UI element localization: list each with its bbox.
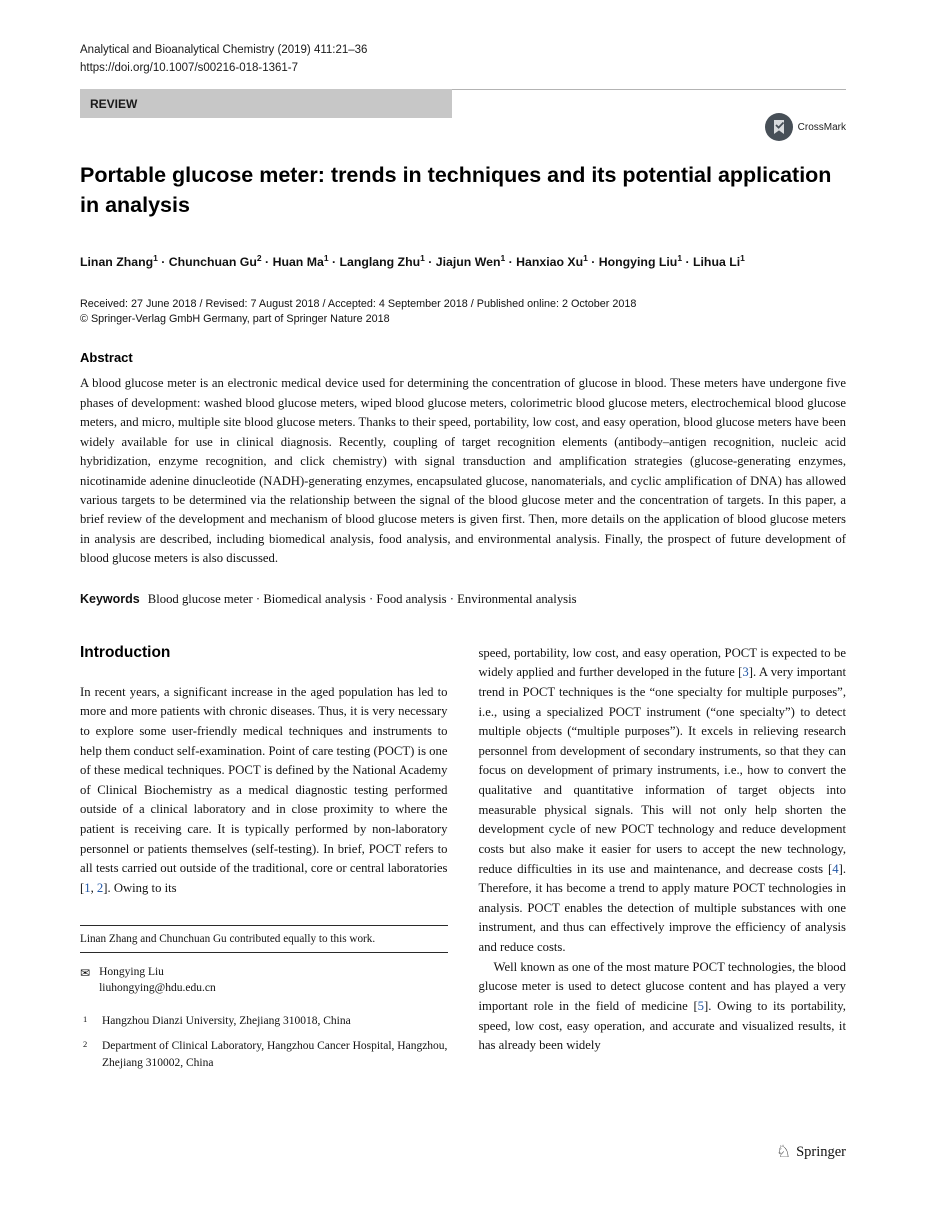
author-separator: · (328, 255, 340, 270)
springer-logo-icon: ♘ (775, 1142, 792, 1162)
keywords-line (80, 592, 846, 607)
author-name: Hanxiao Xu$^1$ (516, 253, 588, 270)
author-separator: · (505, 255, 517, 270)
author-affiliation-ref: 1 (500, 253, 506, 264)
equal-contribution-note: Linan Zhang and Chunchuan Gu contributed equally to this work. (80, 932, 376, 945)
affiliation-text: Hangzhou Dianzi University, Zhejiang 310018, China (102, 1014, 351, 1027)
author-affiliation-ref: 1 (420, 253, 425, 264)
author-affiliation-ref: 2 (256, 253, 262, 264)
right-column (479, 644, 847, 1072)
keywords-text: Blood glucose meter · Biomedical analysis · Food analysis · Environmental analysis (147, 591, 577, 606)
body-paragraph: Well known as one of the most mature POCT technologies, the blood glucose meter is used to detect glucose content and has played a very important role in the field of medicine [5]. Owing to its portability, speed, low cost, easy operation, and accurate and visualized results, it has already been widely (478, 959, 846, 1053)
body-paragraph: In recent years, a significant increase in the aged population has led to more and more patients with chronic diseases. Thus, it is very necessary to explore some user-friendly medical techniques and instruments to help them conduct self-examination. Point of care testing (POCT) is one of these medical techniques. POCT is defined by the National Academy of Clinical Biochemistry as a medical diagnostic testing performed outside of a clinical laboratory and in close proximity to where the patient is receiving care. It is typically performed by non-laboratory personnel or patients themselves (self-testing). In brief, POCT refers to all tests carried out outside of the traditional, core or central laboratories [1, 2]. Owing to its (80, 684, 448, 895)
author-affiliation-ref: 1 (677, 253, 683, 264)
footnote-divider-bottom (80, 952, 448, 953)
citation-link[interactable]: 3 (742, 665, 749, 680)
author-name: Chunchuan Gu$^2$ (168, 253, 262, 270)
author-affiliation-ref: 1 (323, 253, 329, 264)
affiliation-number: 1 (83, 1013, 88, 1024)
citation-link[interactable]: 4 (832, 861, 839, 876)
springer-logo-text: Springer (796, 1143, 846, 1160)
corresponding-author-info (99, 966, 216, 994)
intro-left-text (80, 683, 448, 899)
author-separator: · (424, 255, 436, 270)
affiliation-item (80, 1013, 448, 1030)
author-separator: · (587, 255, 599, 270)
author-affiliation-ref: 1 (583, 253, 588, 264)
journal-title: Analytical and Bioanalytical Chemistry (2019) 411:21–36 (80, 44, 368, 56)
article-type-row (80, 89, 846, 118)
affiliation-text: Department of Clinical Laboratory, Hangzhou Cancer Hospital, Hangzhou, Zhejiang 310002, China (102, 1040, 448, 1069)
author-affiliation-ref: 1 (740, 253, 745, 264)
crossmark-icon (764, 112, 794, 142)
email-icon: ✉ (80, 965, 91, 980)
copyright-line: © Springer-Verlag GmbH Germany, part of Springer Nature 2018 (80, 313, 390, 326)
author-name: Langlang Zhu$^1$ (339, 253, 425, 270)
two-column-body (80, 644, 846, 1072)
intro-right-text (479, 644, 847, 1056)
left-column (80, 644, 448, 1072)
doi-link[interactable]: https://doi.org/10.1007/s00216-018-1361-7 (80, 62, 299, 74)
corresponding-author-name: Hongying Liu (99, 965, 164, 978)
author-name: Jiajun Wen$^1$ (435, 253, 506, 270)
footnote-block (80, 925, 448, 1072)
citation-link[interactable]: 2 (96, 880, 104, 895)
page-footer (776, 1142, 846, 1162)
corresponding-author-email[interactable]: liuhongying@hdu.edu.cn (99, 981, 216, 994)
crossmark-badge[interactable] (764, 112, 846, 142)
author-separator: · (261, 255, 273, 270)
author-name: Huan Ma$^1$ (272, 253, 329, 270)
corresponding-author-block (80, 966, 448, 994)
affiliation-list (80, 1013, 448, 1072)
author-list (80, 253, 846, 269)
keywords-heading: Keywords (80, 591, 140, 606)
page-header (80, 44, 846, 74)
author-name: Hongying Liu$^1$ (598, 253, 683, 270)
body-paragraph: speed, portability, low cost, and easy operation, POCT is expected to be widely applied and further developed in the future [3]. A very important trend in POCT techniques is the “one specialty for multiple purposes”, i.e., using a specialized POCT instrument (“one specialty”) to detect multiple objects (“multiple purposes”). It excels in relieving research personnel from development of secondary instruments, so that they can focus on development of primary instruments, i.e., how to convert the qualitative and quantitative information of target objects into measurable physical signals. This will not only help shorten the development cycle of new POCT technology and reduce development costs but also make it easier for users to accept the new technology, reduce difficulties in its use and maintenance, and decrease costs [4]. Therefore, it has become a trend to apply mature POCT technologies in analysis. POCT enables the detection of multiple substances with one instrument, and thus can effectively improve the efficiency of analysis and reduce costs. (478, 645, 846, 954)
citation-link[interactable]: 5 (697, 998, 705, 1013)
author-separator: · (157, 255, 169, 270)
citation-link[interactable]: 1 (84, 880, 91, 895)
section-heading-introduction: Introduction (80, 643, 171, 661)
abstract-text: A blood glucose meter is an electronic medical device used for determining the concentration of glucose in blood. These meters have undergone five phases of development: washed blood glucose meters, wiped blood glucose meters, colorimetric blood glucose meters, electrochemical blood glucose meters, and micro, multiple site blood glucose meters. Thanks to their speed, portability, low cost, and easy operation, blood glucose meters have been widely available for use in clinical diagnosis. Recently, coupling of target recognition elements (antibody–antigen recognition, nucleic acid hybridization, enzyme recognition, and click chemistry) with signal transduction and amplification strategies (glucose-generating enzymes, nicotinamide adenine dinucleotide (NADH)-generating enzymes, encapsulated glucose, nanomaterials, and cyclic amplification of DNA) has allowed various targets to be determined via the relationship between the signal of the blood glucose meter and the concentration of targets. In this paper, a brief review of the development and mechanism of blood glucose meters is given first. Then, more details on the application of blood glucose meters in analysis are described, including biomedical analysis, food analysis, and environmental analysis. Finally, the prospect of future development of blood glucose meters is also discussed. (80, 376, 846, 566)
affiliation-number: 2 (83, 1039, 88, 1050)
abstract-heading: Abstract (80, 350, 133, 366)
author-name: Lihua Li$^1$ (693, 253, 745, 270)
author-separator: · (682, 255, 693, 270)
affiliation-item (80, 1038, 448, 1071)
author-affiliation-ref: 1 (153, 253, 158, 264)
crossmark-label: CrossMark (797, 121, 846, 133)
article-type-badge: REVIEW (80, 89, 452, 118)
article-title: Portable glucose meter: trends in techniques and its potential application in analysis (80, 163, 832, 217)
dates-line: Received: 27 June 2018 / Revised: 7 August 2018 / Accepted: 4 September 2018 / Published online: 2 October 2018 (80, 298, 637, 311)
author-name: Linan Zhang$^1$ (80, 253, 158, 270)
